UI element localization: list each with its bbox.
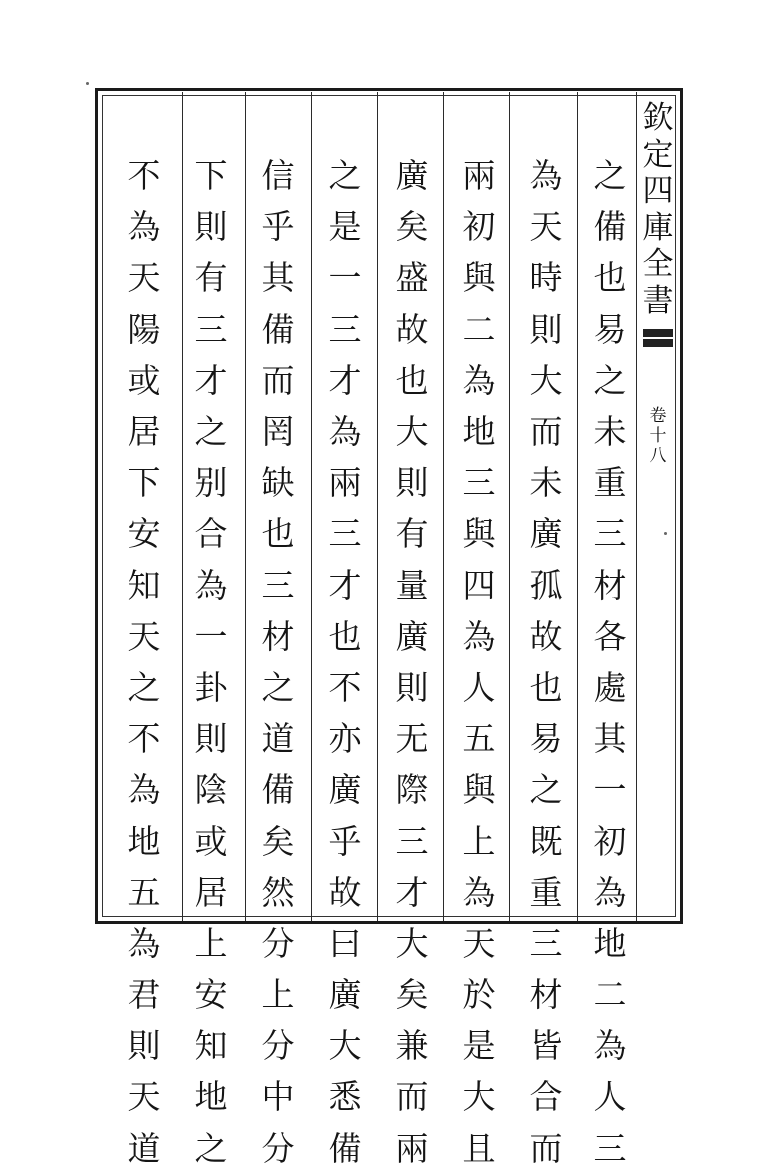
glyph: 於 — [462, 975, 496, 1015]
text-column — [120, 150, 168, 1174]
glyph: 且 — [462, 1128, 496, 1168]
glyph: 為 — [529, 156, 563, 196]
glyph: 之 — [261, 667, 295, 707]
glyph: 不 — [127, 156, 161, 196]
glyph: 為 — [593, 1026, 627, 1066]
glyph: 欽 — [642, 100, 674, 136]
glyph: 則 — [127, 1026, 161, 1066]
glyph: 才 — [395, 872, 429, 912]
fish-tail-mark — [643, 329, 673, 347]
glyph: 有 — [194, 258, 228, 298]
glyph: 三 — [194, 309, 228, 349]
glyph: 陰 — [194, 770, 228, 810]
glyph: 為 — [194, 565, 228, 605]
juan-label — [650, 407, 667, 466]
glyph: 乎 — [261, 207, 295, 247]
column-rule — [509, 92, 510, 921]
text-column — [254, 150, 302, 1174]
glyph: 是 — [328, 207, 362, 247]
glyph: 一 — [328, 258, 362, 298]
glyph: 中 — [261, 1077, 295, 1117]
glyph: 材 — [593, 565, 627, 605]
glyph: 地 — [593, 923, 627, 963]
glyph: 四 — [462, 565, 496, 605]
glyph: 合 — [529, 1077, 563, 1117]
glyph: 孤 — [529, 565, 563, 605]
glyph: 之 — [328, 156, 362, 196]
glyph: 備 — [328, 1128, 362, 1168]
glyph: 處 — [593, 667, 627, 707]
glyph: 全 — [642, 246, 674, 283]
glyph: 材 — [529, 975, 563, 1015]
glyph: 各 — [593, 616, 627, 656]
column-rule — [377, 92, 378, 921]
glyph: 與 — [462, 770, 496, 810]
glyph: 三 — [261, 565, 295, 605]
glyph: 道 — [127, 1128, 161, 1168]
glyph: 地 — [127, 821, 161, 861]
glyph: 三 — [328, 514, 362, 554]
glyph: 兩 — [395, 1128, 429, 1168]
glyph: 罔 — [261, 412, 295, 452]
glyph: 庫 — [642, 209, 674, 246]
glyph: 為 — [127, 923, 161, 963]
glyph: 則 — [194, 207, 228, 247]
glyph: 為 — [328, 412, 362, 452]
glyph: 曰 — [328, 923, 362, 963]
glyph: 則 — [395, 667, 429, 707]
glyph: 書 — [642, 282, 674, 319]
glyph: 三 — [328, 309, 362, 349]
glyph: 五 — [462, 719, 496, 759]
glyph: 大 — [395, 412, 429, 452]
glyph: 廣 — [395, 156, 429, 196]
glyph: 未 — [593, 412, 627, 452]
glyph: 分 — [261, 1026, 295, 1066]
glyph: 矣 — [395, 207, 429, 247]
glyph: 大 — [395, 923, 429, 963]
glyph: 信 — [261, 156, 295, 196]
glyph: 備 — [261, 770, 295, 810]
glyph: 下 — [194, 156, 228, 196]
glyph: 安 — [127, 514, 161, 554]
glyph: 廣 — [529, 514, 563, 554]
glyph: 廣 — [395, 616, 429, 656]
glyph: 材 — [261, 616, 295, 656]
glyph: 兼 — [395, 1026, 429, 1066]
glyph: 三 — [395, 821, 429, 861]
glyph: 為 — [127, 207, 161, 247]
glyph: 大 — [462, 1077, 496, 1117]
glyph: 一 — [194, 616, 228, 656]
glyph: 廣 — [328, 770, 362, 810]
glyph: 兩 — [328, 463, 362, 503]
glyph: 之 — [194, 1128, 228, 1168]
glyph: 則 — [194, 719, 228, 759]
glyph: 也 — [593, 258, 627, 298]
glyph: 君 — [127, 975, 161, 1015]
text-column — [586, 150, 634, 1174]
book-title — [643, 100, 674, 319]
glyph: 二 — [462, 309, 496, 349]
glyph: 之 — [194, 412, 228, 452]
glyph: 不 — [127, 719, 161, 759]
glyph: 二 — [593, 975, 627, 1015]
glyph: 悉 — [328, 1077, 362, 1117]
glyph: 故 — [529, 616, 563, 656]
glyph: 陽 — [127, 309, 161, 349]
glyph: 三 — [529, 923, 563, 963]
glyph: 才 — [194, 360, 228, 400]
glyph: 之 — [593, 156, 627, 196]
glyph: 為 — [462, 872, 496, 912]
glyph: 不 — [328, 667, 362, 707]
glyph: 則 — [395, 463, 429, 503]
glyph: 矣 — [395, 975, 429, 1015]
glyph: 分 — [261, 1128, 295, 1168]
column-rule — [577, 92, 578, 921]
glyph: 其 — [261, 258, 295, 298]
glyph: 地 — [462, 412, 496, 452]
glyph: 十 — [649, 426, 667, 447]
glyph: 或 — [194, 821, 228, 861]
glyph: 安 — [194, 975, 228, 1015]
glyph: 知 — [194, 1026, 228, 1066]
glyph: 别 — [194, 463, 228, 503]
column-rule — [443, 92, 444, 921]
glyph: 五 — [127, 872, 161, 912]
glyph: 備 — [261, 309, 295, 349]
glyph: 才 — [328, 565, 362, 605]
glyph: 地 — [194, 1077, 228, 1117]
glyph: 則 — [529, 309, 563, 349]
glyph: 時 — [529, 258, 563, 298]
glyph: 才 — [328, 360, 362, 400]
glyph: 天 — [127, 616, 161, 656]
glyph: 定 — [642, 136, 674, 173]
glyph: 三 — [462, 463, 496, 503]
ink-speck — [664, 532, 667, 535]
glyph: 人 — [462, 667, 496, 707]
glyph: 卷 — [649, 406, 667, 427]
column-rule — [182, 92, 183, 921]
glyph: 故 — [328, 872, 362, 912]
glyph: 初 — [593, 821, 627, 861]
glyph: 也 — [328, 616, 362, 656]
text-column — [522, 150, 570, 1174]
glyph: 也 — [529, 667, 563, 707]
glyph: 缺 — [261, 463, 295, 503]
glyph: 天 — [127, 258, 161, 298]
glyph: 无 — [395, 719, 429, 759]
glyph: 盛 — [395, 258, 429, 298]
glyph: 量 — [395, 565, 429, 605]
text-column — [455, 150, 503, 1174]
glyph: 與 — [462, 514, 496, 554]
glyph: 未 — [529, 463, 563, 503]
glyph: 然 — [261, 872, 295, 912]
glyph: 也 — [395, 360, 429, 400]
glyph: 易 — [593, 309, 627, 349]
glyph: 道 — [261, 719, 295, 759]
glyph: 上 — [261, 975, 295, 1015]
glyph: 之 — [127, 667, 161, 707]
glyph: 乎 — [328, 821, 362, 861]
glyph: 大 — [328, 1026, 362, 1066]
glyph: 為 — [462, 360, 496, 400]
glyph: 四 — [642, 173, 674, 210]
glyph: 居 — [127, 412, 161, 452]
glyph: 三 — [593, 1128, 627, 1168]
glyph: 之 — [529, 770, 563, 810]
glyph: 大 — [529, 360, 563, 400]
text-column — [388, 150, 436, 1174]
glyph: 故 — [395, 309, 429, 349]
glyph: 兩 — [462, 156, 496, 196]
glyph: 合 — [194, 514, 228, 554]
glyph: 上 — [194, 923, 228, 963]
glyph: 下 — [127, 463, 161, 503]
margin-column — [636, 100, 680, 466]
glyph: 而 — [261, 360, 295, 400]
glyph: 一 — [593, 770, 627, 810]
glyph: 而 — [529, 1128, 563, 1168]
glyph: 分 — [261, 923, 295, 963]
glyph: 易 — [529, 719, 563, 759]
glyph: 而 — [395, 1077, 429, 1117]
column-rule — [311, 92, 312, 921]
glyph: 居 — [194, 872, 228, 912]
glyph: 是 — [462, 1026, 496, 1066]
glyph: 天 — [127, 1077, 161, 1117]
glyph: 天 — [462, 923, 496, 963]
glyph: 備 — [593, 207, 627, 247]
glyph: 知 — [127, 565, 161, 605]
glyph: 際 — [395, 770, 429, 810]
glyph: 為 — [462, 616, 496, 656]
glyph: 亦 — [328, 719, 362, 759]
glyph: 與 — [462, 258, 496, 298]
glyph: 廣 — [328, 975, 362, 1015]
glyph: 人 — [593, 1077, 627, 1117]
glyph: 其 — [593, 719, 627, 759]
glyph: 重 — [593, 463, 627, 503]
column-rule — [245, 92, 246, 921]
glyph: 三 — [593, 514, 627, 554]
glyph: 八 — [649, 445, 667, 466]
text-column — [187, 150, 235, 1174]
glyph: 有 — [395, 514, 429, 554]
glyph: 為 — [127, 770, 161, 810]
glyph: 也 — [261, 514, 295, 554]
glyph: 既 — [529, 821, 563, 861]
glyph: 矣 — [261, 821, 295, 861]
glyph: 為 — [593, 872, 627, 912]
glyph: 初 — [462, 207, 496, 247]
glyph: 或 — [127, 360, 161, 400]
text-column — [321, 150, 369, 1174]
glyph: 上 — [462, 821, 496, 861]
glyph: 皆 — [529, 1026, 563, 1066]
glyph: 重 — [529, 872, 563, 912]
glyph: 卦 — [194, 667, 228, 707]
glyph: 天 — [529, 207, 563, 247]
glyph: 而 — [529, 412, 563, 452]
glyph: 之 — [593, 360, 627, 400]
ink-speck — [86, 82, 89, 85]
